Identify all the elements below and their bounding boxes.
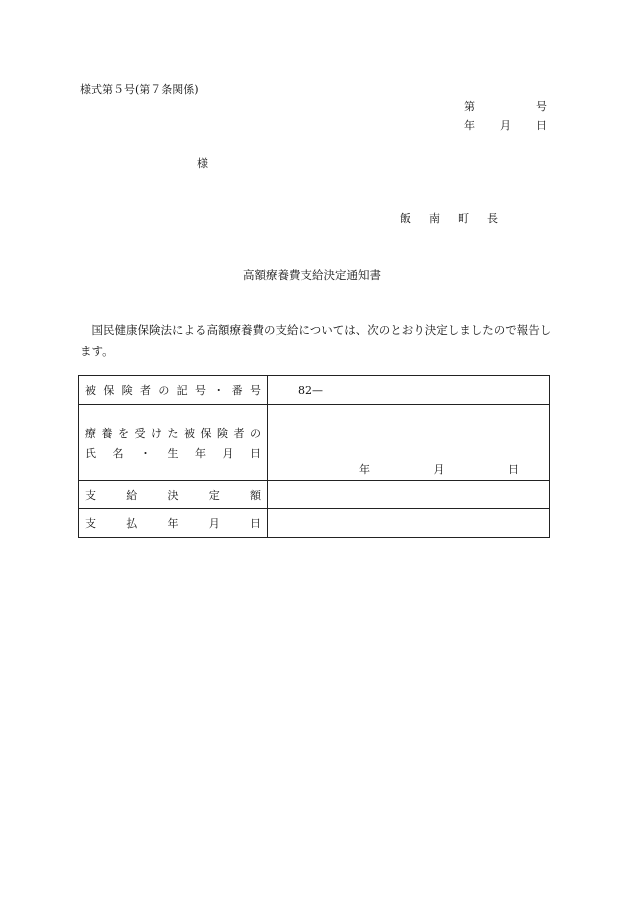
issuer-char: 南 [429, 212, 440, 225]
payment-date-label: 支 払 年 月 日 [79, 509, 268, 538]
header-date-year: 年 [464, 119, 475, 132]
form-reference: 様式第５号(第７条関係) [80, 83, 199, 96]
table-row [79, 481, 550, 509]
table-row [79, 376, 550, 405]
issuer-char: 町 [458, 212, 469, 225]
insured-number-label: 被 保 険 者 の 記 号 ・ 番 号 [79, 376, 268, 405]
birthdate-placeholder: 年 月 日 [359, 463, 519, 476]
payment-amount-value [268, 481, 550, 509]
payment-amount-label: 支 給 決 定 額 [79, 481, 268, 509]
addressee-suffix: 様 [197, 157, 208, 170]
header-date-month: 月 [500, 119, 511, 132]
issuer-char: 長 [487, 212, 498, 225]
table-row [79, 405, 550, 481]
table-row [79, 509, 550, 538]
decision-table [78, 375, 550, 538]
number-prefix: 第 [464, 100, 475, 113]
body-text: 国民健康保険法による高額療養費の支給については、次のとおり決定しましたので報告します。 [80, 323, 552, 358]
insured-number-value: 82— [268, 376, 550, 405]
issuer-name [400, 212, 498, 226]
patient-name-birthdate-label: 療 養 を 受 け た 被 保 険 者 の 氏 名 ・ 生 年 月 日 [79, 405, 268, 481]
number-suffix: 号 [536, 100, 547, 113]
patient-name-birthdate-value [268, 405, 550, 481]
payment-date-value [268, 509, 550, 538]
header-date-day: 日 [536, 119, 547, 132]
document-title: 高額療養費支給決定通知書 [243, 268, 381, 282]
issuer-char: 飯 [400, 212, 411, 225]
